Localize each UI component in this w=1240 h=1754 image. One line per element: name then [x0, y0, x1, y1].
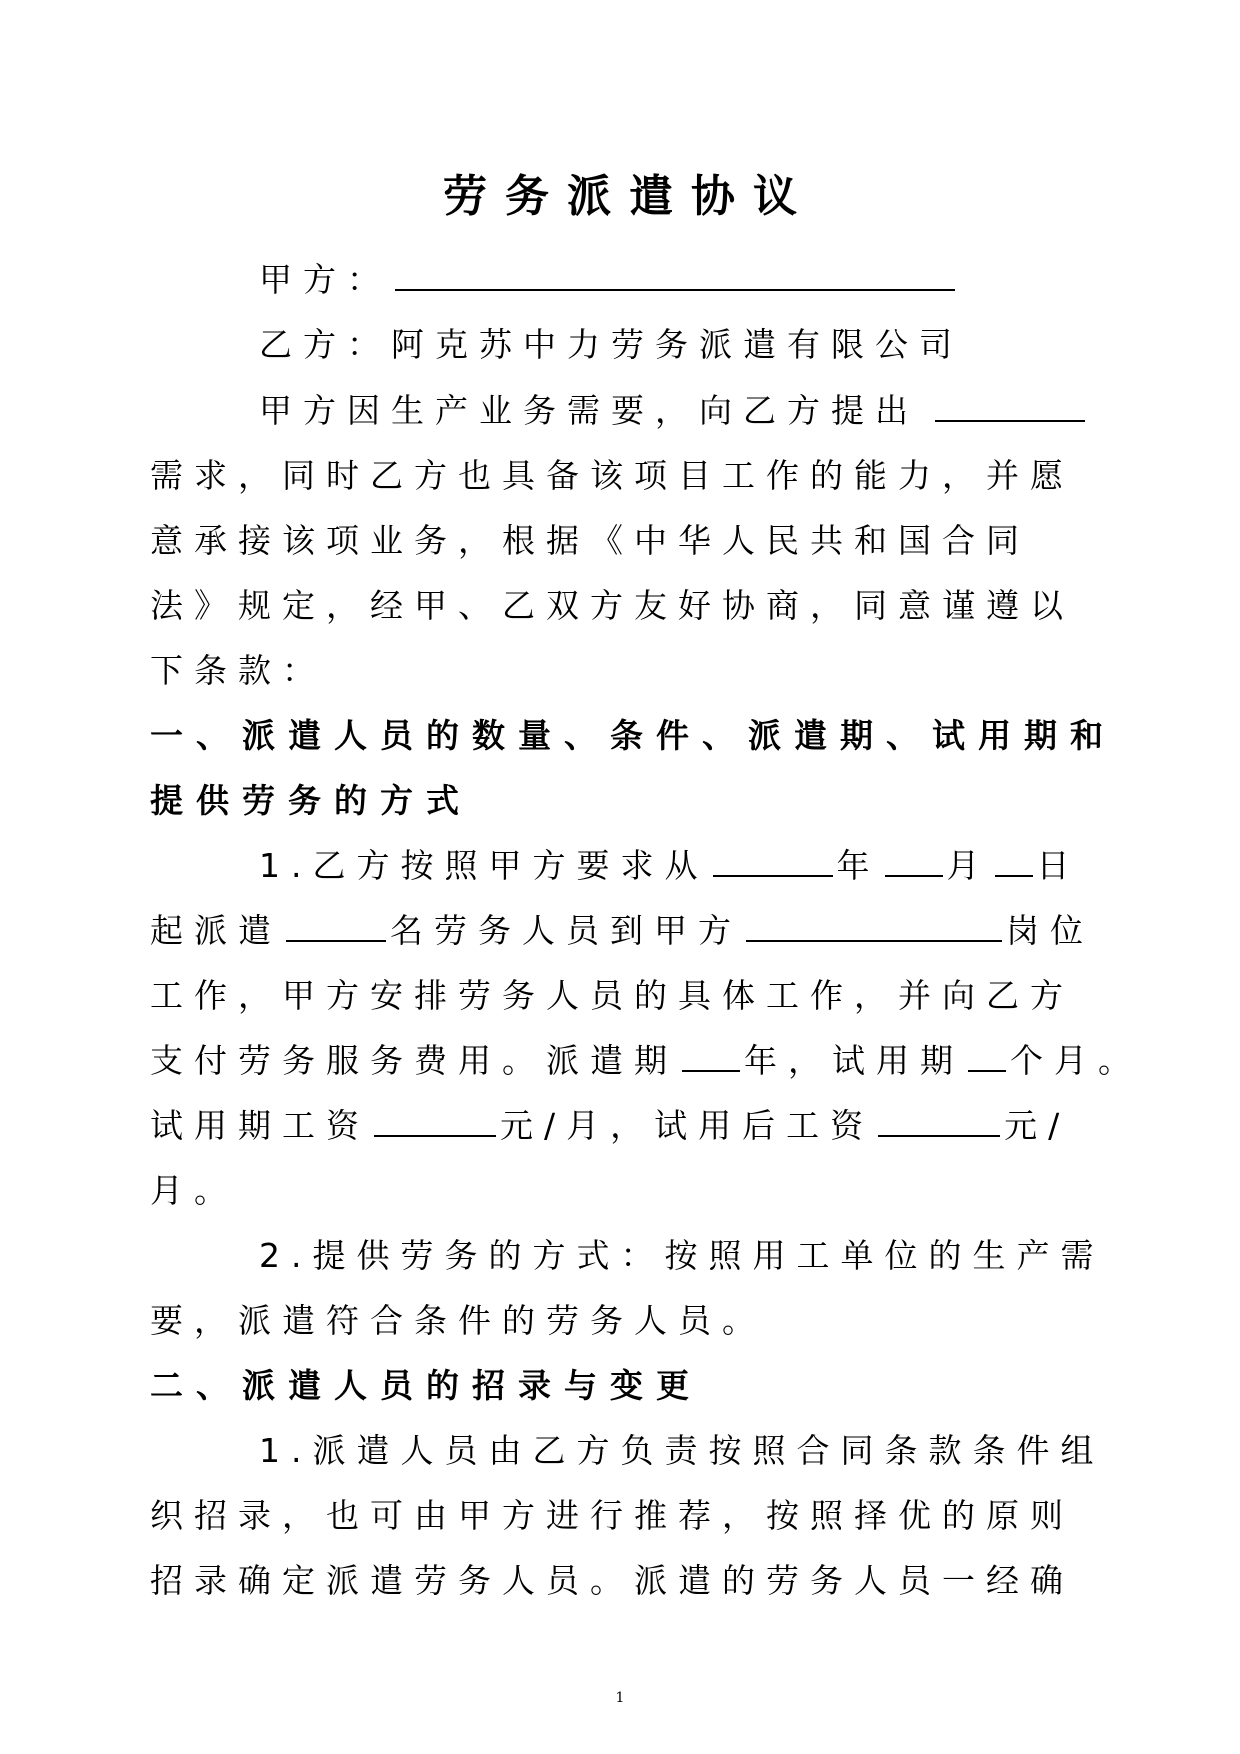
party-a-line — [259, 258, 959, 302]
s1-item1-text-e3: 元/ — [1004, 1106, 1071, 1145]
section-2-heading: 二、派遣人员的招录与变更 — [150, 1366, 702, 1405]
s1-item1-text-a2: 年 — [836, 846, 881, 885]
s1-item1-line-4 — [150, 1039, 1142, 1083]
s1-item2-line-2: 要，派遣符合条件的劳务人员。 — [150, 1301, 766, 1340]
s1-item1-text-a1: 1.乙方按照甲方要求从 — [259, 846, 709, 885]
s1-item1-line-2 — [150, 909, 1094, 953]
s1-item1-line-1 — [259, 844, 1081, 888]
probation-wage-blank — [374, 1105, 496, 1137]
start-day-blank — [995, 845, 1033, 877]
s1-item1-line-5 — [150, 1104, 1070, 1148]
s1-item1-line-6: 月。 — [150, 1171, 238, 1210]
s1-item1-text-a4: 日 — [1036, 846, 1081, 885]
page-title: 劳务派遣协议 — [443, 171, 815, 222]
start-year-blank — [713, 845, 833, 877]
party-a-label: 甲方： — [259, 260, 391, 299]
section-1-heading-line-1: 一、派遣人员的数量、条件、派遣期、试用期和 — [150, 716, 1116, 755]
s1-item1-text-d3: 个月。 — [1010, 1041, 1142, 1080]
s1-item1-text-d2: 年，试用期 — [744, 1041, 964, 1080]
dispatch-period-blank — [682, 1040, 740, 1072]
s1-item1-line-3: 工作，甲方安排劳务人员的具体工作，并向乙方 — [150, 976, 1074, 1015]
intro-line-4: 法》规定，经甲、乙双方友好协商，同意谨遵以 — [150, 586, 1074, 625]
party-b-line: 乙方：阿克苏中力劳务派遣有限公司 — [259, 325, 963, 364]
probation-blank — [968, 1040, 1006, 1072]
s2-item1-line-3: 招录确定派遣劳务人员。派遣的劳务人员一经确 — [150, 1561, 1074, 1600]
intro-line-5: 下条款： — [150, 651, 326, 690]
intro-line-1 — [259, 389, 1089, 433]
page-number: 1 — [615, 1690, 625, 1706]
intro-text-1: 甲方因生产业务需要，向乙方提出 — [259, 391, 919, 430]
intro-line-3: 意承接该项业务，根据《中华人民共和国合同 — [150, 521, 1030, 560]
s1-item1-text-d1: 支付劳务服务费用。派遣期 — [150, 1041, 678, 1080]
section-1-heading-line-2: 提供劳务的方式 — [150, 781, 472, 820]
s1-item1-text-b2: 名劳务人员到甲方 — [390, 911, 742, 950]
s1-item1-text-a3: 月 — [946, 846, 991, 885]
s1-item1-text-b3: 岗位 — [1006, 911, 1094, 950]
s1-item1-text-e1: 试用期工资 — [150, 1106, 370, 1145]
intro-blank — [935, 390, 1085, 422]
s1-item1-text-e2: 元/月，试用后工资 — [500, 1106, 875, 1145]
s2-item1-line-1: 1.派遣人员由乙方负责按照合同条款条件组 — [259, 1431, 1105, 1470]
s2-item1-line-2: 织招录，也可由甲方进行推荐，按照择优的原则 — [150, 1496, 1074, 1535]
start-month-blank — [885, 845, 943, 877]
s1-item2-line-1: 2.提供劳务的方式：按照用工单位的生产需 — [259, 1236, 1105, 1275]
party-a-blank — [395, 259, 955, 291]
regular-wage-blank — [878, 1105, 1000, 1137]
worker-count-blank — [286, 910, 386, 942]
s1-item1-text-b1: 起派遣 — [150, 911, 282, 950]
intro-line-2: 需求，同时乙方也具备该项目工作的能力，并愿 — [150, 456, 1074, 495]
position-blank — [746, 910, 1002, 942]
